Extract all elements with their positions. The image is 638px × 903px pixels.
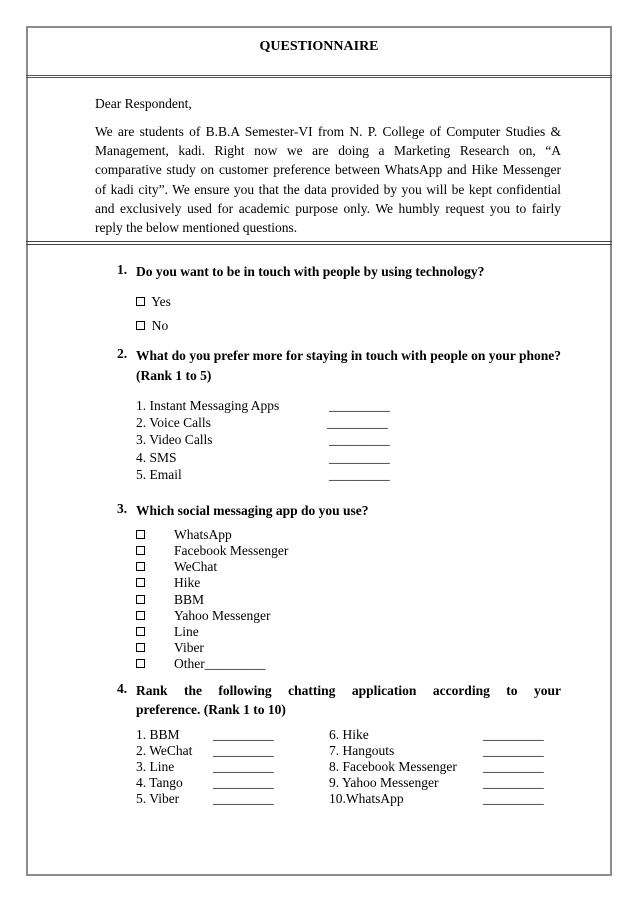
rank-blank[interactable]: _________ [213, 743, 274, 758]
rank-blank[interactable]: _________ [213, 775, 274, 790]
option-label: Yahoo Messenger [174, 608, 271, 623]
rank-blank[interactable]: _________ [327, 415, 388, 430]
q2-item: 4. SMS [136, 450, 177, 465]
rank-blank[interactable]: _________ [329, 467, 390, 482]
checkbox[interactable] [136, 659, 145, 668]
q3-option[interactable] [136, 543, 289, 559]
rank-blank[interactable]: _________ [213, 791, 274, 806]
q2-item: 2. Voice Calls [136, 415, 211, 430]
option-label: No [151, 318, 169, 333]
q4-left-item: 4. Tango [136, 775, 183, 790]
option-label: Hike [174, 575, 201, 590]
option-label: Viber [174, 640, 204, 655]
checkbox[interactable] [136, 611, 145, 620]
q4-right-item: 10.WhatsApp [329, 791, 404, 806]
q3-text: Which social messaging app do you use? [136, 503, 369, 518]
checkbox[interactable] [136, 643, 145, 652]
q4-right-item: 6. Hike [329, 727, 369, 742]
rank-blank[interactable]: _________ [329, 450, 390, 465]
rank-blank[interactable]: _________ [329, 432, 390, 447]
rank-blank[interactable]: _________ [213, 727, 274, 742]
q4-text-line1: Rank the following chatting application according to your [136, 683, 561, 698]
q4-left-item: 1. BBM [136, 727, 180, 742]
q2-text: What do you prefer more for staying in touch with people on your phone? (Rank 1 to 5) [136, 348, 561, 383]
option-label: WeChat [174, 559, 218, 574]
q3-option[interactable] [136, 575, 201, 591]
option-label: BBM [174, 592, 205, 607]
q2-number: 2. [117, 346, 128, 361]
intro-paragraph: We are students of B.B.A Semester-VI from N. P. College of Computer Studies & Management, kadi. Right now we are doing a Marketing Research on, “A comparative study on customer preference between WhatsApp and Hike Messenger of kadi city”. We ensure you that the data provided by you will be kept confidential and exclusively used for academic purpose only. We humbly request you to fairly reply the below mentioned questions. [95, 124, 561, 236]
rank-blank[interactable]: _________ [329, 398, 390, 413]
option-label: Facebook Messenger [174, 543, 289, 558]
checkbox[interactable] [136, 546, 145, 555]
rank-blank[interactable]: _________ [483, 743, 544, 758]
checkbox[interactable] [136, 578, 145, 587]
rank-blank[interactable]: _________ [213, 759, 274, 774]
rank-blank[interactable]: _________ [483, 791, 544, 806]
q4-text-line2: preference. (Rank 1 to 10) [136, 702, 286, 717]
rank-blank[interactable]: _________ [483, 775, 544, 790]
q3-option[interactable] [136, 608, 271, 624]
q4-right-item: 7. Hangouts [329, 743, 395, 758]
q1-text: Do you want to be in touch with people by using technology? [136, 264, 485, 279]
rank-blank[interactable]: _________ [483, 759, 544, 774]
q4-number: 4. [117, 681, 128, 696]
q3-option[interactable] [136, 527, 232, 543]
q1-option-no[interactable] [136, 318, 168, 334]
q3-option[interactable] [136, 624, 199, 640]
q3-option[interactable] [136, 640, 204, 656]
q3-option[interactable] [136, 656, 266, 672]
rank-blank[interactable]: _________ [483, 727, 544, 742]
q1-option-yes[interactable] [136, 294, 171, 310]
q2-item: 5. Email [136, 467, 182, 482]
q4-right-item: 8. Facebook Messenger [329, 759, 457, 774]
q4-right-item: 9. Yahoo Messenger [329, 775, 439, 790]
checkbox[interactable] [136, 297, 145, 306]
q3-option[interactable] [136, 559, 218, 575]
checkbox[interactable] [136, 321, 145, 330]
checkbox[interactable] [136, 595, 145, 604]
q4-left-item: 3. Line [136, 759, 175, 774]
option-label: Line [174, 624, 199, 639]
option-label: Yes [151, 294, 171, 309]
q3-number: 3. [117, 501, 128, 516]
page-title: QUESTIONNAIRE [259, 39, 379, 54]
q2-item: 1. Instant Messaging Apps [136, 398, 280, 413]
section-divider [26, 241, 612, 245]
checkbox[interactable] [136, 562, 145, 571]
checkbox[interactable] [136, 530, 145, 539]
option-label: Other_________ [174, 656, 266, 671]
checkbox[interactable] [136, 627, 145, 636]
option-label: WhatsApp [174, 527, 232, 542]
q4-left-item: 5. Viber [136, 791, 180, 806]
q4-left-item: 2. WeChat [136, 743, 193, 758]
q1-number: 1. [117, 262, 128, 277]
greeting: Dear Respondent, [95, 96, 192, 111]
q3-option[interactable] [136, 592, 205, 608]
q2-item: 3. Video Calls [136, 432, 213, 447]
